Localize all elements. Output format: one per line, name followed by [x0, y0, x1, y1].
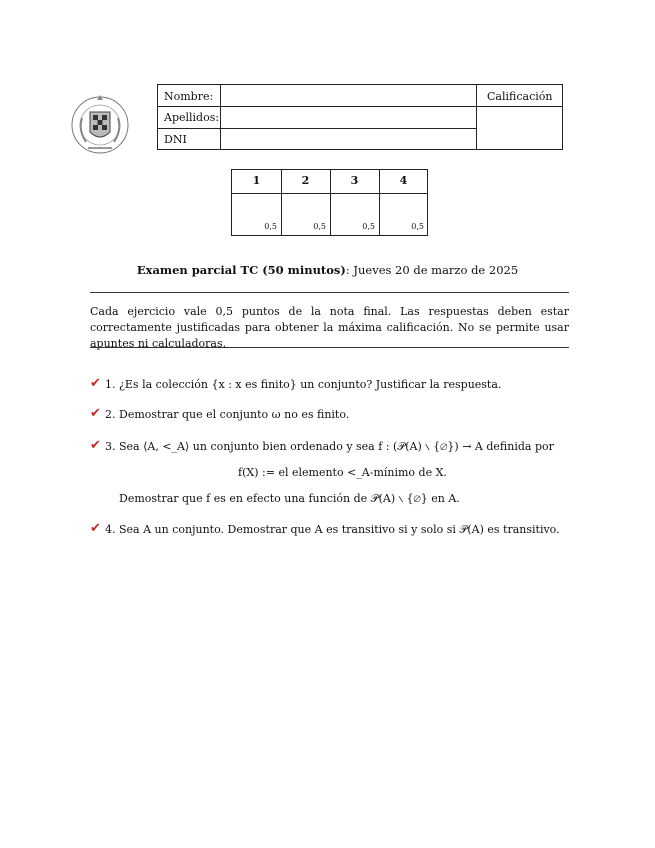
grade-label: Calificación — [487, 90, 553, 103]
score-points-2: 0,5 — [313, 222, 326, 231]
question-number: 2. — [105, 408, 116, 421]
question-number: 4. — [105, 523, 116, 536]
score-header-1: 1 — [252, 174, 261, 187]
question-number: 1. — [105, 378, 116, 391]
dni-label: DNI — [164, 133, 187, 146]
exam-instructions: Cada ejercicio vale 0,5 puntos de la nota final. Las respuestas deben estar correctamente justificadas para obtener la máxima calificación. No se permite usar apuntes ni calculadoras. — [90, 305, 569, 350]
surname-label: Apellidos: — [164, 111, 220, 124]
divider-bottom — [90, 347, 569, 348]
name-label: Nombre: — [164, 90, 214, 103]
surname-field[interactable] — [221, 107, 476, 128]
check-icon: ✔ — [90, 521, 101, 536]
score-points-3: 0,5 — [362, 222, 375, 231]
exam-title-date: : Jueves 20 de marzo de 2025 — [345, 263, 519, 277]
question-text: Demostrar que el conjunto ω no es finito. — [119, 408, 350, 421]
question-number: 3. — [105, 440, 116, 453]
score-header-4: 4 — [399, 174, 408, 187]
question-text: Sea ⟨A, <_A⟩ un conjunto bien ordenado y sea f : (𝒫(A) ∖ {∅}) → A definida por — [119, 440, 554, 453]
grade-field[interactable] — [477, 107, 563, 150]
exam-title-bold: Examen parcial TC (50 minutos) — [136, 263, 346, 277]
name-field[interactable] — [221, 85, 476, 106]
check-icon: ✔ — [90, 376, 101, 391]
question-text: Sea A un conjunto. Demostrar que A es transitivo si y solo si 𝒫(A) es transitivo. — [119, 523, 560, 536]
score-table — [231, 169, 428, 236]
score-points-4: 0,5 — [411, 222, 424, 231]
question-3-equation: f(X) := el elemento <_A-mínimo de X. — [238, 466, 447, 479]
score-header-2: 2 — [301, 174, 310, 187]
check-icon: ✔ — [90, 406, 101, 421]
check-icon: ✔ — [90, 438, 101, 453]
question-text: ¿Es la colección {x : x es finito} un conjunto? Justificar la respuesta. — [119, 378, 502, 391]
score-header-3: 3 — [350, 174, 359, 187]
divider-top — [90, 292, 569, 293]
university-seal-icon — [68, 90, 132, 160]
score-points-1: 0,5 — [264, 222, 277, 231]
student-info-table — [157, 84, 563, 150]
exam-title — [0, 263, 655, 277]
dni-field[interactable] — [221, 129, 476, 150]
question-3-followup: Demostrar que f es en efecto una función de 𝒫(A) ∖ {∅} en A. — [119, 492, 460, 505]
